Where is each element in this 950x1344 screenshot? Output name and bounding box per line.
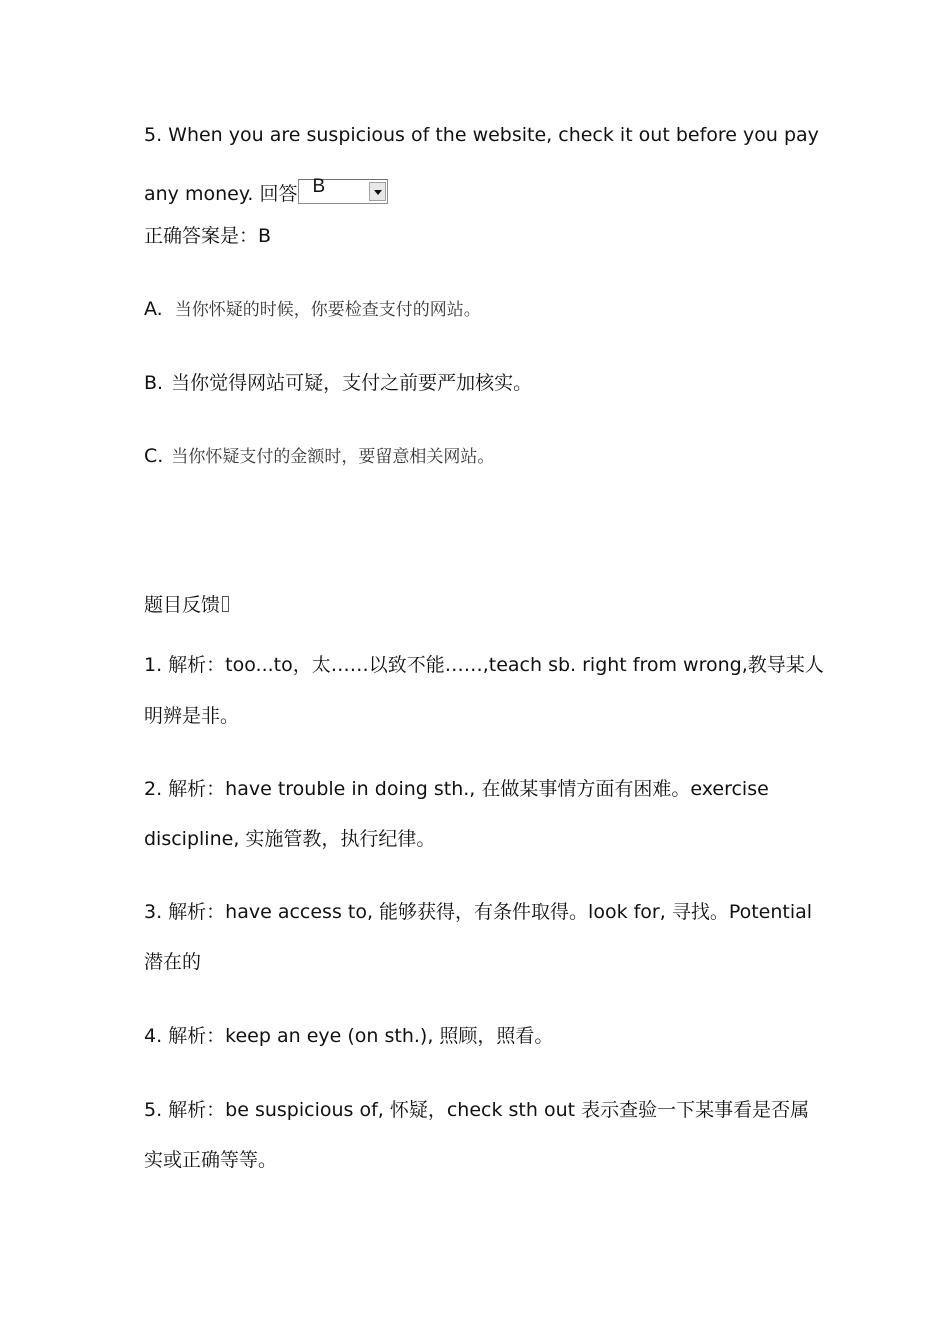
answer-select[interactable]: [298, 176, 388, 204]
option-c-text: 当你怀疑支付的金额时，要留意相关网站。: [171, 447, 495, 467]
option-c: [144, 443, 494, 470]
question-line2-text: any money. 回答: [144, 183, 298, 205]
option-a: [144, 296, 481, 323]
correct-answer: 正确答案是：B: [144, 225, 272, 247]
question-text-line1: 5. When you are suspicious of the website, check it out before you pay: [144, 124, 819, 146]
feedback-item-1-line1: 1. 解析：too...to，太……以致不能……,teach sb. right from wrong,教导某人: [144, 654, 824, 676]
feedback-heading: [144, 592, 229, 618]
feedback-item-5-line2: 实或正确等等。: [144, 1149, 278, 1171]
option-a-letter: A.: [144, 298, 163, 320]
feedback-item-2-line1: 2. 解析：have trouble in doing sth., 在做某事情方面有困难。exercise: [144, 778, 769, 800]
feedback-item-5-line1: 5. 解析：be suspicious of, 怀疑，check sth out 表示查验一下某事看是否属: [144, 1099, 810, 1121]
chevron-down-icon[interactable]: [369, 182, 386, 201]
question-text-line2: [144, 176, 388, 207]
feedback-item-1-line2: 明辨是非。: [144, 705, 240, 727]
feedback-item-4-line1: 4. 解析：keep an eye (on sth.), 照顾，照看。: [144, 1025, 554, 1047]
option-c-letter: C.: [144, 445, 164, 467]
option-b-letter: B.: [144, 372, 164, 394]
option-b-text: 当你觉得网站可疑，支付之前要严加核实。: [171, 372, 533, 394]
answer-select-value: B: [312, 176, 326, 197]
feedback-item-3-line1: 3. 解析：have access to, 能够获得，有条件取得。look for, 寻找。Potential: [144, 901, 813, 923]
option-a-text: 当你怀疑的时候，你要检查支付的网站。: [174, 300, 481, 320]
option-b: [144, 370, 532, 396]
missing-glyph-icon: [222, 596, 229, 612]
feedback-item-2-line2: discipline, 实施管教，执行纪律。: [144, 828, 436, 850]
feedback-item-3-line2: 潜在的: [144, 951, 202, 973]
feedback-heading-text: 题目反馈: [144, 594, 221, 616]
